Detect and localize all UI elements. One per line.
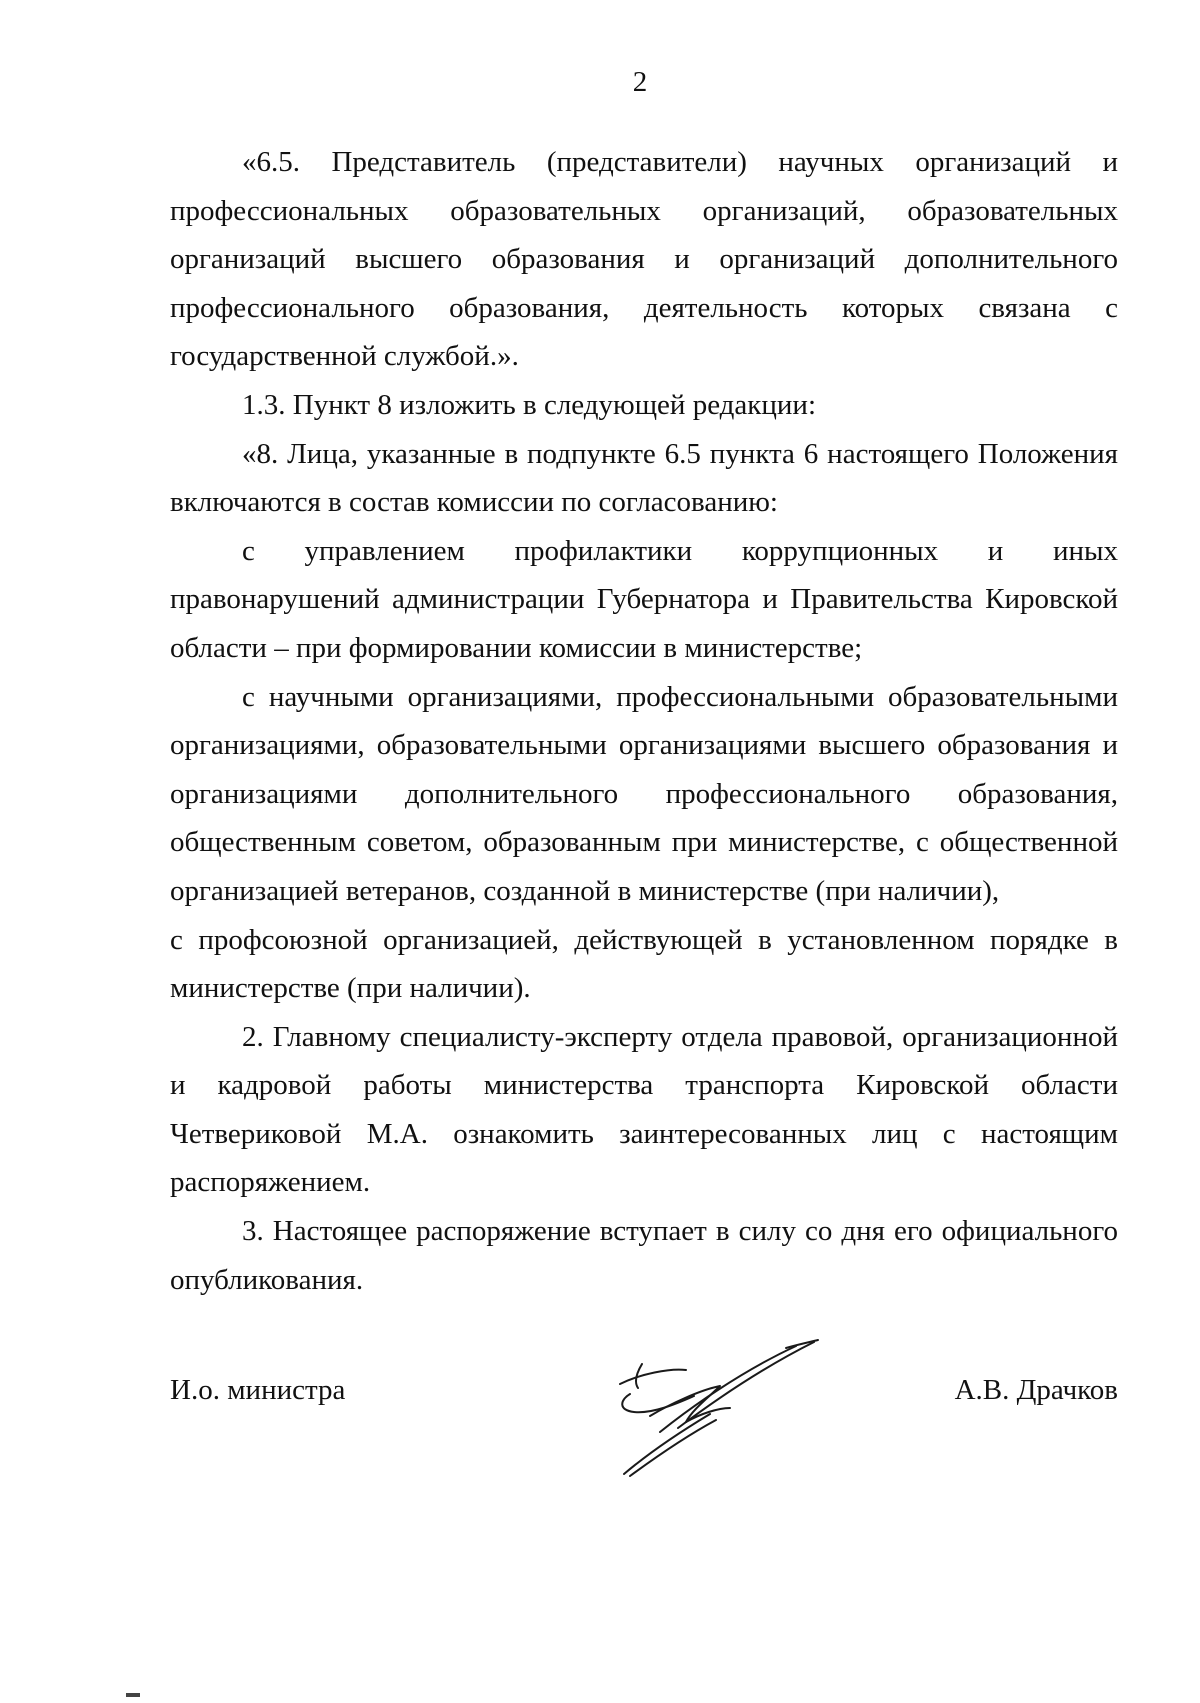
handwritten-signature xyxy=(590,1324,820,1484)
paragraph-agreement-organizations: с научными организациями, профессиональными образовательными организациями, образовательными организациями высшего образования и организациями дополнительного профессионального образования, общественным советом, образованным при министерстве, с общественной организацией ветеранов, созданной в министерстве (при наличии), xyxy=(170,680,1118,907)
paragraph-1-3: 1.3. Пункт 8 изложить в следующей редакции: xyxy=(242,388,817,421)
paragraph-2: 2. Главному специалисту-эксперту отдела правовой, организационной и кадровой работы министерства транспорта Кировской области Четвериковой М.А. ознакомить заинтересованных лиц с настоящим распоряжением. xyxy=(170,1020,1118,1199)
paragraph-8: «8. Лица, указанные в подпункте 6.5 пункта 6 настоящего Положения включаются в состав комиссии по согласованию: xyxy=(170,437,1118,519)
paragraph-agreement-anticorruption: с управлением профилактики коррупционных и иных правонарушений администрации Губернатора и Правительства Кировской области – при формировании комиссии в министерстве; xyxy=(170,534,1118,664)
paragraph-6-5: «6.5. Представитель (представители) научных организаций и профессиональных образовательных организаций, образовательных организаций высшего образования и организаций дополнительного профессионального образования, деятельность которых связана с государственной службой.». xyxy=(170,146,1118,373)
signatory-name: А.В. Драчков xyxy=(954,1374,1118,1406)
document-body xyxy=(170,138,1118,1304)
margin-scan-mark xyxy=(126,1691,144,1699)
paragraph-3: 3. Настоящее распоряжение вступает в силу со дня его официального опубликования. xyxy=(170,1215,1118,1296)
signature-block xyxy=(170,1364,1118,1504)
signatory-title: И.о. министра xyxy=(170,1374,346,1406)
paragraph-agreement-union: с профсоюзной организацией, действующей в установленном порядке в министерстве (при наличии). xyxy=(170,923,1118,1005)
page-number: 2 xyxy=(632,66,648,98)
